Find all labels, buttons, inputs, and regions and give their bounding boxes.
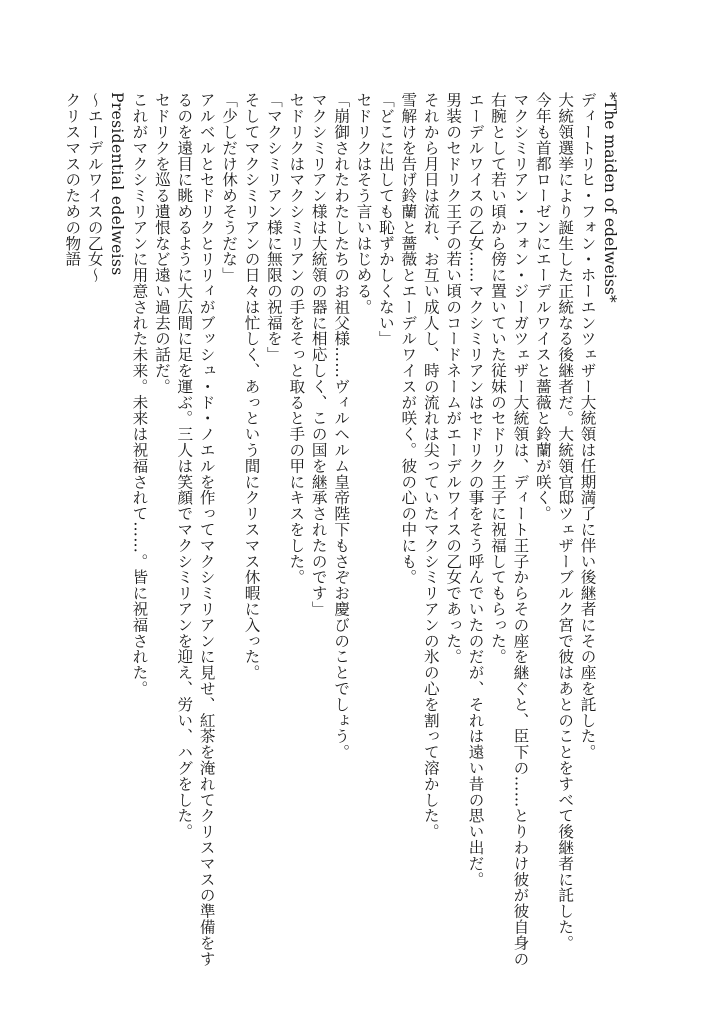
text-line: これがマクシミリアンに用意された未来。未来は祝福されて……。皆に祝福された。: [130, 92, 149, 697]
text-line: セドリクはマクシミリアンの手をそっと取ると手の甲にキスをした。: [287, 92, 306, 585]
text-line: マクシミリアン・フォン・ジーガツェザー大統領は、ディート王子からその座を継ぐと、臣下の……とりわけ彼が彼自身の: [511, 92, 530, 967]
text-line: 「どこに出しても恥ずかしくない」: [376, 92, 395, 347]
text-line: 大統領選挙により誕生した正統なる後継者だ。大統領官邸ツェザーブルク宮で彼はあとのことをすべて後継者に託した。: [556, 92, 575, 951]
text-line: ディートリヒ・フォン・ホーエンツェザー大統領は任期満了に伴い後継者にその座を託した。: [578, 92, 597, 760]
text-line: それから月日は流れ、お互い成人し、時の流れは尖っていたマクシミリアンの氷の心を割って溶かした。: [421, 92, 440, 840]
text-line: エーデルワイスの乙女……マクシミリアンはセドリクの事をそう呼んでいたのだが、それは遠い昔の思い出だ。: [466, 92, 485, 887]
document-title: *The maiden of edelweiss*: [601, 92, 619, 303]
subtitle-japanese: ～エーデルワイスの乙女～: [85, 92, 104, 283]
text-line: 「マクシミリアン様に無限の祝福を」: [264, 92, 283, 363]
subtitle-story: クリスマスのための物語: [63, 92, 82, 267]
text-line: セドリクはそう言いはじめる。: [354, 92, 373, 315]
text-line: 「少しだけ休めそうだな」: [220, 92, 239, 283]
text-line: マクシミリアン様は大統領の器に相応しく、この国を継承されたのです」: [309, 92, 328, 617]
subtitle-english: Presidential edelweiss: [108, 92, 127, 276]
text-line: 右腕として若い頃から傍に置いていた従妹のセドリク王子に祝福してもらった。: [488, 92, 507, 665]
text-line: るのを遠目に眺めるように大広間に足を運ぶ。三人は笑顔でマクシミリアンを迎え、労い、ハグをした。: [175, 92, 194, 840]
vertical-text-body: [61, 92, 621, 967]
text-line: アルベルとセドリクとリリィがブッシュ・ド・ノエルを作ってマクシミリアンに見せ、紅茶を淹れてクリスマスの準備をす: [197, 92, 216, 967]
text-line: セドリクを巡る遺恨など遠い過去の話だ。: [152, 92, 171, 395]
text-line: 雪解けを告げ鈴蘭と薔薇とエーデルワイスが咲く。彼の心の中にも。: [399, 92, 418, 585]
text-line: 男装のセドリク王子の若い頃のコードネームがエーデルワイスの乙女であった。: [444, 92, 463, 665]
text-line: 今年も首都ローゼンにエーデルワイスと薔薇と鈴蘭が咲く。: [533, 92, 552, 522]
text-line: そしてマクシミリアンの日々は忙しく、あっという間にクリスマス休暇に入った。: [242, 92, 261, 681]
text-line: 「崩御されたわたしたちのお祖父様……ヴィルヘルム皇帝陛下もさぞお慶びのことでしょう。: [332, 92, 351, 760]
